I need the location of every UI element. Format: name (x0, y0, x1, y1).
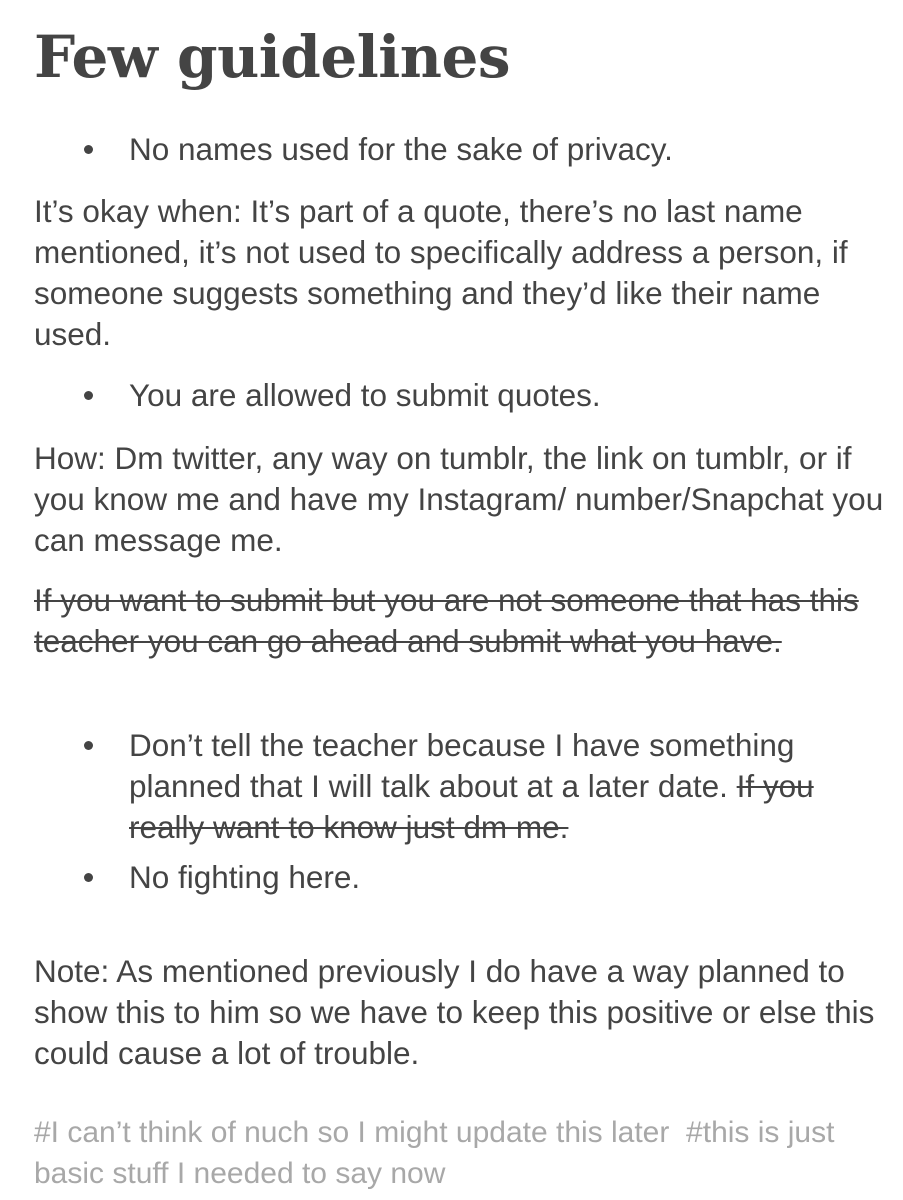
tag-link[interactable]: #this is just basic stuff I needed to say now (34, 1116, 835, 1190)
bullet-text: You are allowed to submit quotes. (129, 377, 601, 413)
struck-text: If you really want to know just dm me. (129, 768, 814, 845)
bullet-list-3 (34, 725, 884, 898)
list-item (34, 725, 829, 848)
tag-link[interactable]: #I can’t think of nuch so I might update this later (34, 1116, 670, 1149)
list-item (34, 375, 829, 416)
paragraph-text: Note: As mentioned previously I do have a way planned to show this to him so we have to keep this positive or else this could cause a lot of trouble. (34, 953, 875, 1071)
paragraph-text: It’s okay when: It’s part of a quote, there’s no last name mentioned, it’s not used to specifically address a person, if someone suggests something and they’d like their name used. (34, 193, 848, 352)
bullet-text: Don’t tell the teacher because I have something planned that I will talk about at a later date. (129, 727, 795, 804)
bullet-list-1 (34, 129, 884, 170)
struck-paragraph (34, 580, 884, 662)
privacy-paragraph (34, 191, 884, 355)
note-paragraph (34, 951, 884, 1074)
bullet-icon (84, 741, 93, 750)
bullet-text: No fighting here. (129, 859, 361, 895)
list-item (34, 857, 829, 898)
bullet-list-2 (34, 375, 884, 416)
bullet-icon (84, 145, 93, 154)
post-title: Few guidelines (34, 23, 511, 91)
tag-list (34, 1112, 884, 1194)
bullet-icon (84, 391, 93, 400)
how-paragraph (34, 438, 884, 561)
bullet-icon (84, 873, 93, 882)
list-item (34, 129, 829, 170)
paragraph-text: How: Dm twitter, any way on tumblr, the link on tumblr, or if you know me and have my Instagram/ number/Snapchat you can message me. (34, 440, 884, 558)
bullet-text: No names used for the sake of privacy. (129, 131, 673, 167)
struck-text: If you want to submit but you are not someone that has this teacher you can go ahead and submit what you have. (34, 582, 859, 659)
